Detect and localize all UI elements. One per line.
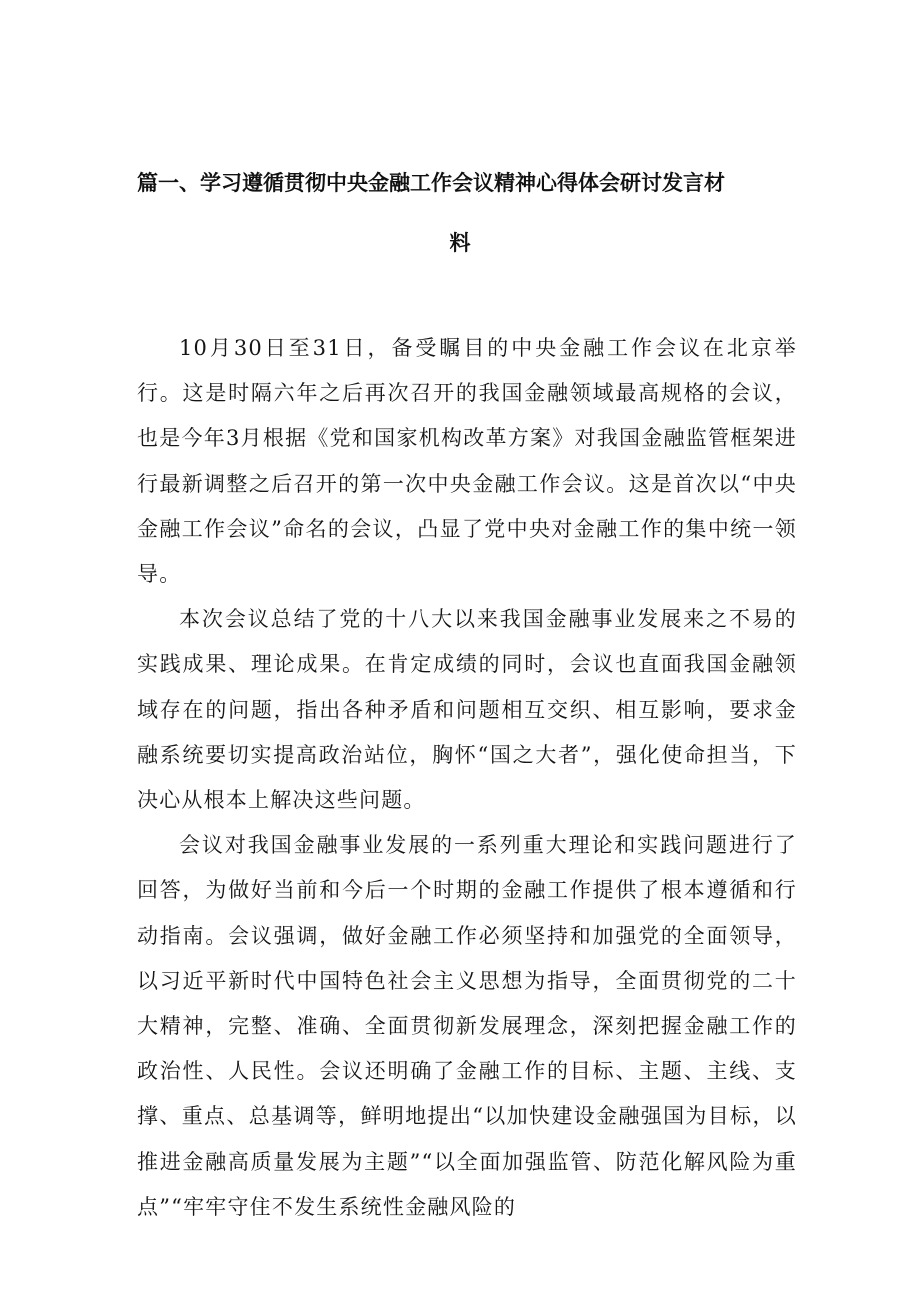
document-body — [137, 326, 797, 1230]
document-title-line-1: 篇一、学习遵循贯彻中央金融工作会议精神心得体会研讨发言材 — [137, 171, 725, 195]
document-title-line-2: 料 — [449, 231, 471, 255]
body-paragraph-2: 本次会议总结了党的十八大以来我国金融事业发展来之不易的实践成果、理论成果。在肯定成绩的同时，会议也直面我国金融领域存在的问题，指出各种矛盾和问题相互交织、相互影响，要求金融系统要切实提高政治站位，胸怀“国之大者”，强化使命担当，下决心从根本上解决这些问题。 — [137, 607, 797, 813]
body-paragraph-1: 10月30日至31日，备受瞩目的中央金融工作会议在北京举行。这是时隔六年之后再次召开的我国金融领域最高规格的会议，也是今年3月根据《党和国家机构改革方案》对我国金融监管框架进行最新调整之后召开的第一次中央金融工作会议。这是首次以“中央金融工作会议”命名的会议，凸显了党中央对金融工作的集中统一领导。 — [137, 336, 797, 587]
body-paragraph-3: 会议对我国金融事业发展的一系列重大理论和实践问题进行了回答，为做好当前和今后一个时期的金融工作提供了根本遵循和行动指南。会议强调，做好金融工作必须坚持和加强党的全面领导，以习近平新时代中国特色社会主义思想为指导，全面贯彻党的二十大精神，完整、准确、全面贯彻新发展理念，深刻把握金融工作的政治性、人民性。会议还明确了金融工作的目标、主题、主线、支撑、重点、总基调等，鲜明地提出“以加快建设金融强国为目标，以推进金融高质量发展为主题”“以全面加强监管、防范化解风险为重点”“牢牢守住不发生系统性金融风险的 — [137, 833, 797, 1219]
